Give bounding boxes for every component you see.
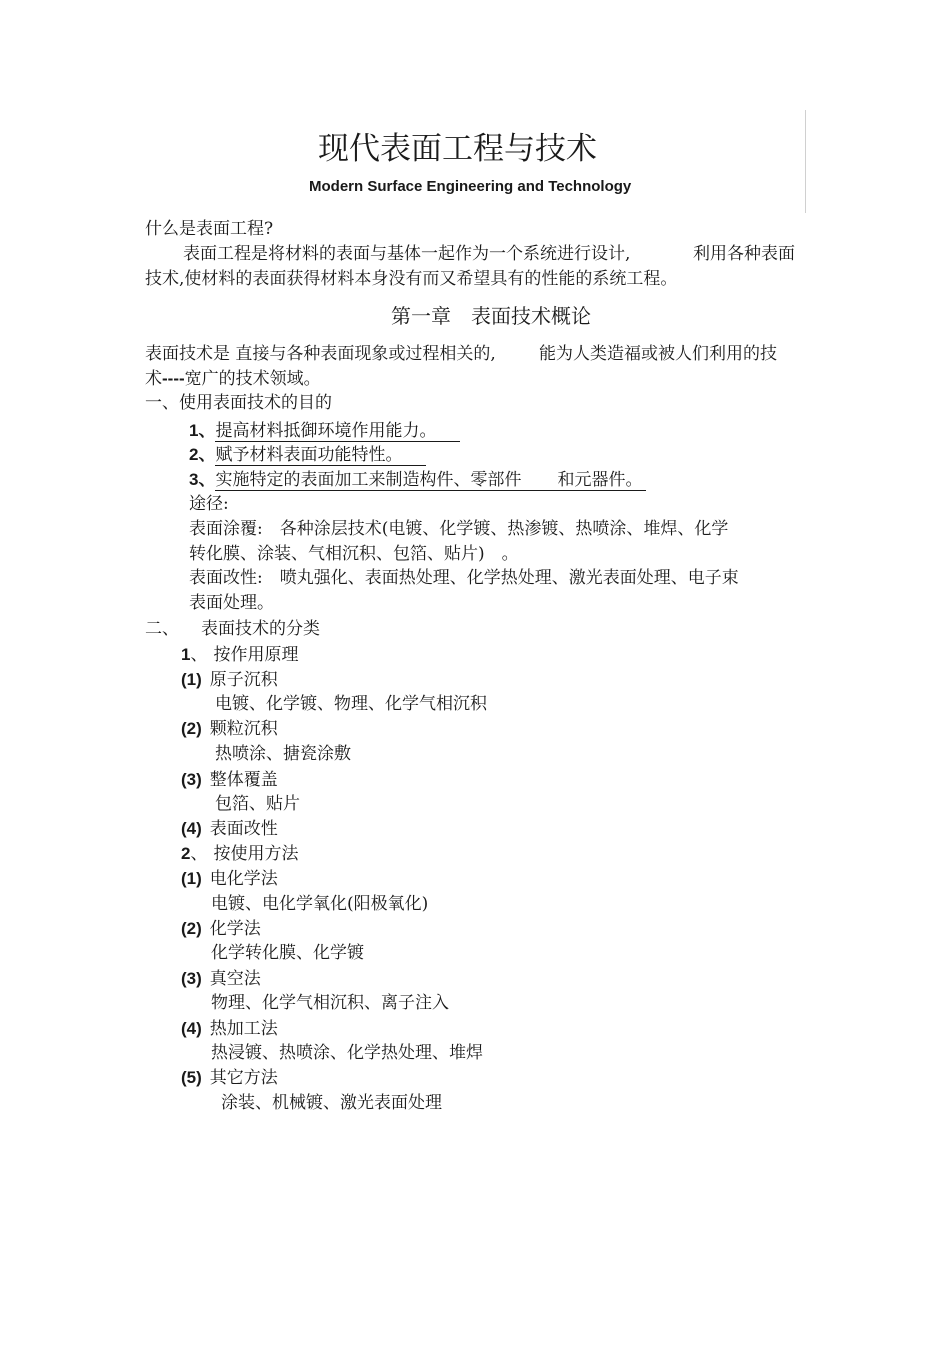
- classification-by-method: 2、 按使用方法: [181, 844, 299, 864]
- list-item-detail: 包箔、贴片: [215, 794, 300, 814]
- list-item: (2) 颗粒沉积: [181, 719, 278, 739]
- definition-line1b: 能为人类造福或被人们利用的技: [539, 344, 777, 364]
- section2-heading-num: 二、: [145, 619, 179, 639]
- definition-line2: 术----宽广的技术领域。: [145, 369, 321, 389]
- page-title: 现代表面工程与技术: [318, 131, 597, 167]
- intro-paragraph-line1b: 利用各种表面: [693, 244, 795, 264]
- intro-question: 什么是表面工程?: [145, 219, 274, 239]
- coating-line1: 表面涂覆: 各种涂层技术(电镀、化学镀、热渗镀、热喷涂、堆焊、化学: [189, 519, 729, 539]
- purpose-item: 1、提高材料抵御环境作用能力。: [189, 419, 460, 443]
- list-item-detail: 化学转化膜、化学镀: [211, 943, 364, 963]
- purpose-item: 2、赋予材料表面功能特性。: [189, 443, 426, 467]
- list-item-detail: 热浸镀、热喷涂、化学热处理、堆焊: [211, 1043, 483, 1063]
- list-item-detail: 涂装、机械镀、激光表面处理: [221, 1093, 442, 1113]
- coating-line2: 转化膜、涂装、气相沉积、包箔、贴片) 。: [189, 544, 519, 564]
- routes-label: 途径:: [189, 494, 229, 514]
- definition-line1a: 表面技术是 直接与各种表面现象或过程相关的,: [145, 344, 496, 364]
- list-item-detail: 热喷涂、搪瓷涂敷: [215, 744, 351, 764]
- modification-line2: 表面处理。: [189, 593, 274, 613]
- list-item-detail: 电镀、化学镀、物理、化学气相沉积: [215, 694, 487, 714]
- list-item: (1) 电化学法: [181, 869, 278, 889]
- purpose-item: 3、实施特定的表面加工来制造构件、零部件 和元器件。: [189, 468, 646, 492]
- section1-heading: 一、使用表面技术的目的: [145, 393, 332, 413]
- list-item: (3) 整体覆盖: [181, 770, 278, 790]
- list-item: (5) 其它方法: [181, 1068, 278, 1088]
- list-item: (3) 真空法: [181, 969, 261, 989]
- classification-by-principle: 1、 按作用原理: [181, 645, 299, 665]
- list-item-detail: 物理、化学气相沉积、离子注入: [211, 993, 449, 1013]
- page-subtitle: Modern Surface Engineering and Technology: [309, 178, 632, 195]
- section2-heading: 表面技术的分类: [201, 619, 320, 639]
- list-item: (4) 表面改性: [181, 819, 278, 839]
- list-item-detail: 电镀、电化学氧化(阳极氧化): [211, 894, 429, 914]
- modification-line1: 表面改性: 喷丸强化、表面热处理、化学热处理、激光表面处理、电子束: [189, 568, 739, 588]
- list-item: (2) 化学法: [181, 919, 261, 939]
- page-edge-line: [805, 110, 806, 213]
- intro-paragraph-line2: 技术,使材料的表面获得材料本身没有而又希望具有的性能的系统工程。: [145, 269, 678, 289]
- chapter-title: 第一章 表面技术概论: [391, 304, 591, 328]
- intro-paragraph-line1a: 表面工程是将材料的表面与基体一起作为一个系统进行设计,: [183, 244, 631, 264]
- list-item: (4) 热加工法: [181, 1019, 278, 1039]
- list-item: (1) 原子沉积: [181, 670, 278, 690]
